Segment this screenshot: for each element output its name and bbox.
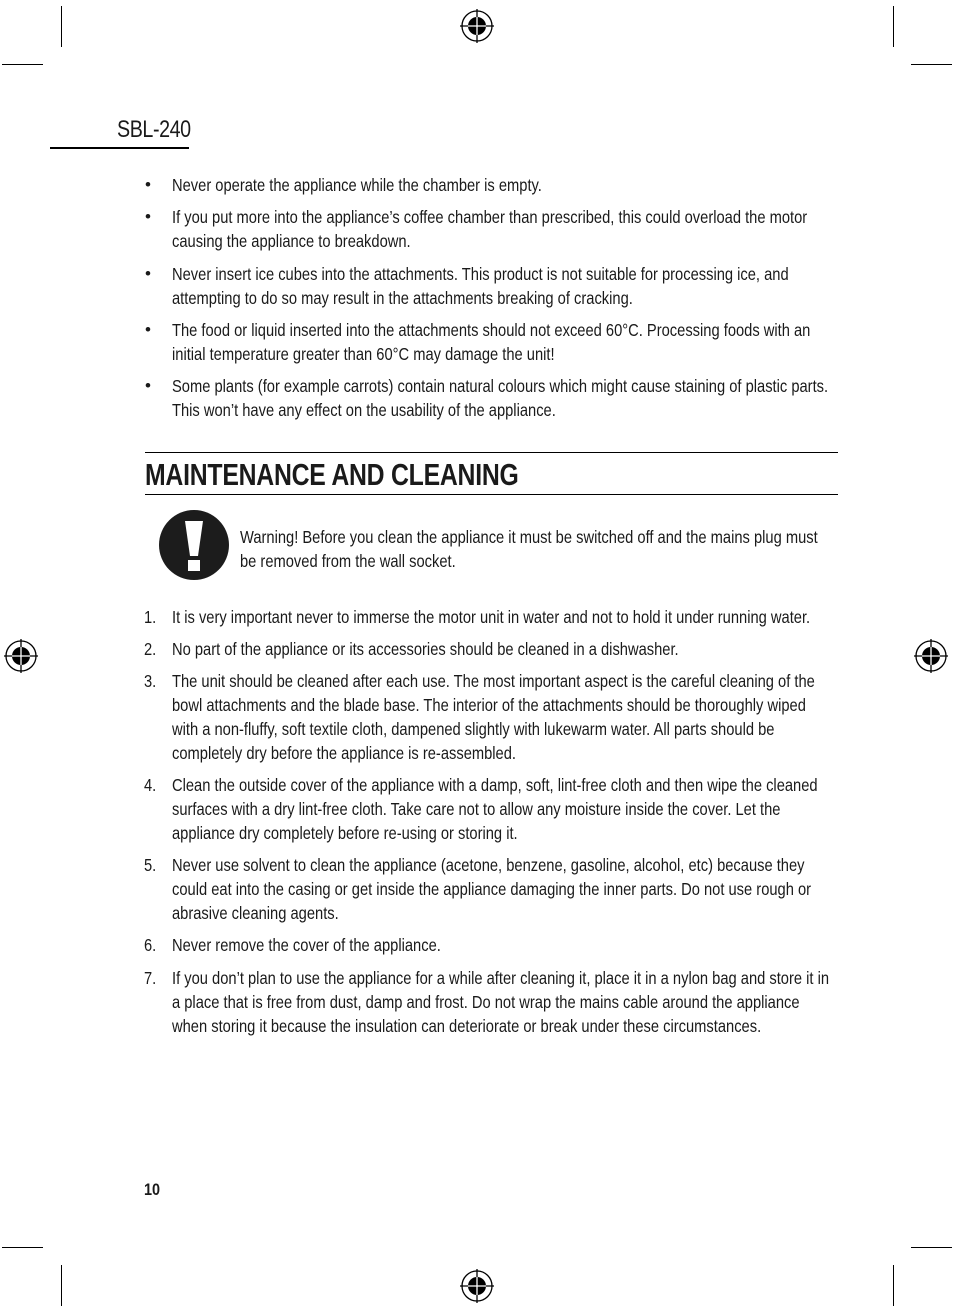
warning-text: Warning! Before you clean the appliance it must be switched off and the mains plug must be removed from the wall socket. (240, 527, 818, 571)
list-item: Never operate the appliance while the chamber is empty. (172, 175, 542, 195)
step-text: If you don’t plan to use the appliance for a while after cleaning it, place it in a nylon bag and store it in a place that is free from dust, damp and frost. Do not wrap the mains cable around the appliance when storing it because the insulation can deteriorate or break under these circumstances. (172, 968, 830, 1036)
step-text: The unit should be cleaned after each use. The most important aspect is the careful cleaning of the bowl attachments and the blade base. The interior of the attachments should be thoroughly wiped with a non-fluffy, soft textile cloth, dampened slightly with lukewarm water. All parts should be completely dry before the appliance is re-assembled. (172, 671, 815, 763)
crop-mark (2, 64, 43, 65)
registration-mark-icon (4, 639, 38, 673)
bullet: • (145, 376, 151, 395)
bullet: • (145, 207, 151, 226)
crop-mark (911, 64, 952, 65)
step-number: 7. (144, 968, 157, 988)
registration-mark-icon (914, 639, 948, 673)
section-title: MAINTENANCE AND CLEANING (145, 457, 519, 492)
registration-mark-icon (460, 9, 494, 43)
step-text: Never use solvent to clean the appliance (acetone, benzene, gasoline, alcohol, etc) because they could eat into the casing or get inside the appliance damaging the inner parts. Do not use rough or abrasive cleaning agents. (172, 855, 812, 923)
step-text: No part of the appliance or its accessories should be cleaned in a dishwasher. (172, 639, 679, 659)
bullet: • (145, 264, 151, 283)
step-number: 3. (144, 671, 157, 691)
crop-mark (893, 1265, 894, 1306)
header-underline (50, 147, 189, 149)
bullet: • (145, 320, 151, 339)
step-text: Never remove the cover of the appliance. (172, 935, 441, 955)
crop-mark (61, 6, 62, 47)
step-text: It is very important never to immerse the motor unit in water and not to hold it under running water. (172, 607, 811, 627)
step-number: 4. (144, 775, 157, 795)
step-number: 5. (144, 855, 157, 875)
list-item: The food or liquid inserted into the attachments should not exceed 60°C. Processing foods with an initial temperature greater than 60°C may damage the unit! (172, 320, 811, 364)
crop-mark (911, 1247, 952, 1248)
list-item: If you put more into the appliance’s coffee chamber than prescribed, this could overload the motor causing the appliance to breakdown. (172, 207, 808, 251)
bullet: • (145, 175, 151, 194)
list-item: Never insert ice cubes into the attachments. This product is not suitable for processing ice, and attempting to do so may result in the attachments breaking of cracking. (172, 264, 789, 308)
step-number: 1. (144, 607, 157, 627)
step-number: 6. (144, 935, 157, 955)
list-item: Some plants (for example carrots) contain natural colours which might cause staining of plastic parts. This won’t have any effect on the usability of the appliance. (172, 376, 829, 420)
section-rule-bottom (145, 494, 838, 495)
section-rule-top (145, 452, 838, 453)
exclamation-icon (158, 509, 230, 581)
model-name: SBL-240 (117, 116, 191, 143)
crop-mark (2, 1247, 43, 1248)
step-text: Clean the outside cover of the appliance with a damp, soft, lint-free cloth and then wipe the cleaned surfaces with a dry lint-free cloth. Take care not to allow any moisture inside the cover. Let the appliance dry completely before re-using or storing it. (172, 775, 818, 843)
step-number: 2. (144, 639, 157, 659)
registration-mark-icon (460, 1269, 494, 1303)
crop-mark (893, 6, 894, 47)
page-number: 10 (144, 1180, 161, 1199)
crop-mark (61, 1265, 62, 1306)
